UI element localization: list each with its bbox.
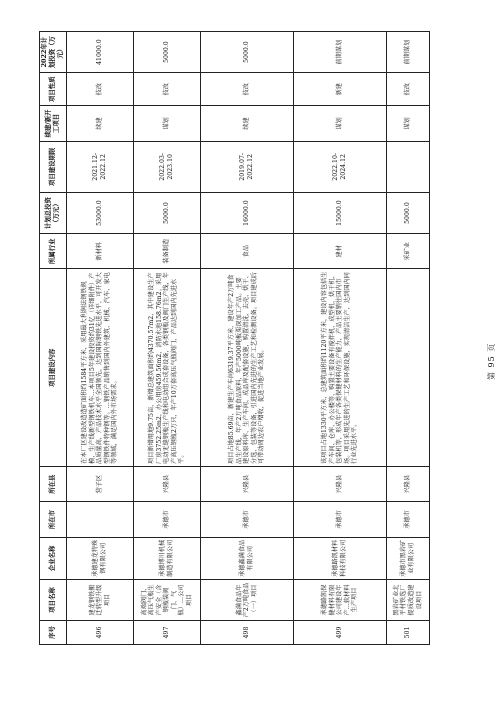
project-content: 项目新增用地9.75亩，新增总建筑面积约4370.57m2，其中建设生产厂房3752.25m2，办公用房459.56m2，消防水池158.76m2。采用电动无缝钢瓶生产线和电动组合成套设备，各类钢瓶及阀门生产线，年产高压钢瓶2万只，年产10万套高压气瓶阀门，产品达到国内先进水平。 <box>134 269 201 466</box>
header-cell: 续建/新开工项目 <box>40 106 67 141</box>
row-no: 497 <box>134 621 201 645</box>
project-status: 谋划 <box>294 106 387 141</box>
county: 兴隆县 <box>201 466 294 501</box>
industry: 建材 <box>294 234 387 269</box>
city <box>67 502 134 537</box>
header-cell: 2022年计划投资（万元） <box>40 32 67 73</box>
header-cell: 所属行业 <box>40 234 67 269</box>
city: 承德市 <box>387 502 430 537</box>
construction-period: 2021.12-2022.12 <box>67 141 134 192</box>
project-table <box>39 31 430 645</box>
project-content <box>387 269 430 466</box>
plan-2022: 前期谋划 <box>294 32 387 73</box>
county: 营子区 <box>67 466 134 501</box>
county: 兴隆县 <box>134 466 201 501</box>
project-status: 续建 <box>67 106 134 141</box>
construction-period: 2019.07-2022.12 <box>201 141 294 192</box>
header-cell: 计划总投资（万元） <box>40 193 67 234</box>
project-nature: 技改 <box>67 73 134 106</box>
project-content: 该项目占地1330平方米，总建筑面积约1120平方米，建设内容包括生产车间、仓库、办公楼等，购置主要设备有搅拌机、成型机、烘干机、包装机等，形成年产各类保健材料的生产能力，产品主要销往国内市场。项目采用先进的生产工艺和环保设施，实现清洁生产，达到国内同行业先进水平。 <box>294 269 387 466</box>
city: 承德市 <box>294 502 387 537</box>
plan-2022: 5000.0 <box>201 32 294 73</box>
industry: 新材料 <box>67 234 134 269</box>
project-nature: 技改 <box>134 73 201 106</box>
row-no: 496 <box>67 621 134 645</box>
construction-period: 2022.03-2023.10 <box>134 141 201 192</box>
table-row <box>294 32 387 645</box>
header-cell: 企业名称 <box>40 537 67 579</box>
header-cell: 项目性质 <box>40 73 67 106</box>
header-row <box>40 32 67 645</box>
company-name: 承德路凯材料科技有限公司 <box>294 537 387 579</box>
company-name: 承德建龙特殊钢有限公司 <box>67 537 134 579</box>
project-name: 黑岩矿业北平村铁选厂提质改造建设项目 <box>387 579 430 620</box>
row-no: 499 <box>294 621 387 645</box>
project-nature: 新建 <box>294 73 387 106</box>
company-name: 承德市黑岩矿业有限公司 <box>387 537 430 579</box>
header-cell: 项目名称 <box>40 579 67 620</box>
project-name: 高端阀门、高压气瓶生产安全（含钢瓶装阀门、气瓶）…公司项目 <box>134 579 201 620</box>
header-cell: 项目建设期限 <box>40 141 67 192</box>
total-investment: 53000.0 <box>67 193 134 234</box>
plan-2022: 前期谋划 <box>387 32 430 73</box>
company-name: 承德鑫满食品有限公司 <box>201 537 294 579</box>
construction-period <box>387 141 430 192</box>
project-name: 鑫满食品年产2万吨食品（一）项目 <box>201 579 294 620</box>
table-row <box>387 32 430 645</box>
project-name: 建龙钢铁搬迁转型升级项目 <box>67 579 134 620</box>
total-investment: 5000.0 <box>134 193 201 234</box>
plan-2022: 5000.0 <box>134 32 201 73</box>
plan-2022: 41000.0 <box>67 32 134 73</box>
header-cell: 所在县 <box>40 466 67 501</box>
project-nature: 技改 <box>201 73 294 106</box>
total-investment: 16000.0 <box>201 193 294 234</box>
project-name: 承德路凯保健材料有限公司建设年产…软材料生产项目 <box>294 579 387 620</box>
city: 承德市 <box>201 502 294 537</box>
table-row <box>67 32 134 645</box>
row-no: 501 <box>387 621 430 645</box>
header-cell: 所在市 <box>40 502 67 537</box>
project-content: 项目占地85.69亩，新建生产车间6319.37平方米，建设年产2万吨食品生产线，年产2万吨食品原料，年产5000吨板栗深加工产品。主要建设原料库、生产车间、成品库及配套设施，购置清洗、去壳、烘干、分选、包装等设备，引进国内先进的生产工艺和检测设备。项目建成后可带动周边农户增收，促进当地产业发展。 <box>201 269 294 466</box>
construction-period: 2022.10-2024.12 <box>294 141 387 192</box>
county: 兴隆县 <box>294 466 387 501</box>
table-row <box>201 32 294 645</box>
county: 兴隆县 <box>387 466 430 501</box>
table-row <box>134 32 201 645</box>
project-nature: 技改 <box>387 73 430 106</box>
project-content: 在本厂区建设改造造矿面积约1584平方米，采用最大利润法钢铁规模，生产线新型钢铁机车…本项目5年建设投资约31亿（详细附件）产品质量高，产品技术水平全国领先，达到国际钢铁先进水平，可开发大型钢铁件特种钢等。…钢铁产品销售到国内外建筑、机械、汽车、家电等领域，满足国内外市场需求。 <box>67 269 134 466</box>
industry: 采矿业 <box>387 234 430 269</box>
industry: 食品 <box>201 234 294 269</box>
total-investment: 15000.0 <box>294 193 387 234</box>
project-status: 谋划 <box>134 106 201 141</box>
header-cell: 项目建设内容 <box>40 269 67 466</box>
project-status: 续建 <box>201 106 294 141</box>
page-number: 第 95 页 <box>487 342 496 380</box>
row-no: 498 <box>201 621 294 645</box>
industry: 装备制造 <box>134 234 201 269</box>
header-cell: 序号 <box>40 621 67 645</box>
company-name: 承德博川机械制造有限公司 <box>134 537 201 579</box>
project-status: 谋划 <box>387 106 430 141</box>
city: 承德市 <box>134 502 201 537</box>
total-investment: 5000.0 <box>387 193 430 234</box>
